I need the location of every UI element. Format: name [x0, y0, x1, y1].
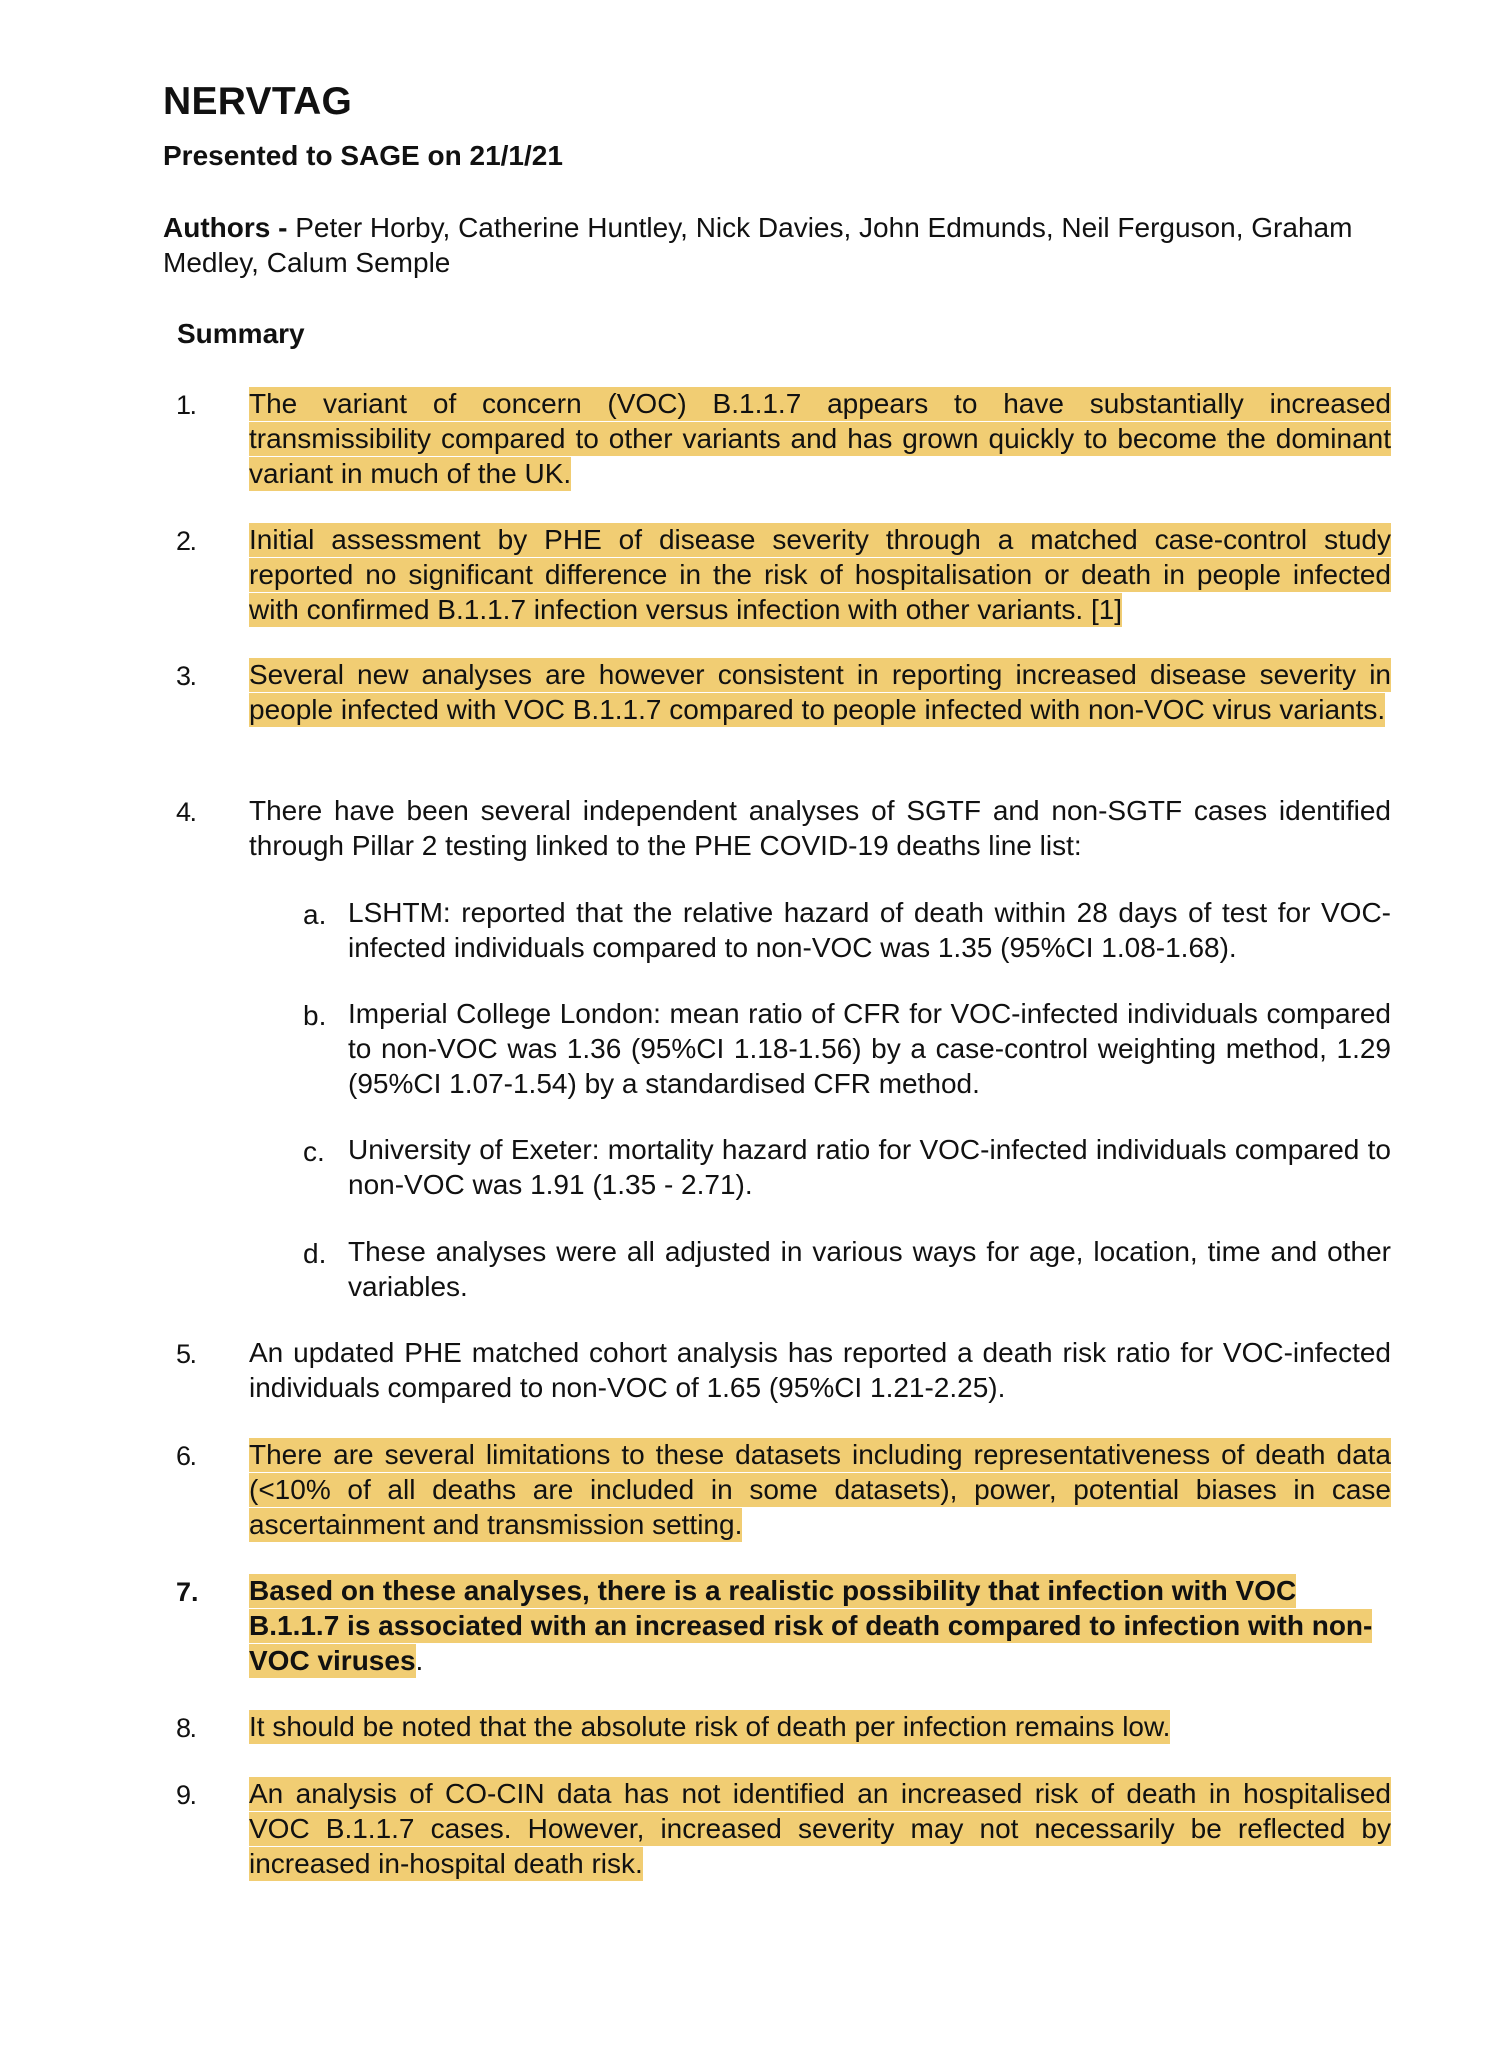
item-number: 9.: [176, 1780, 196, 1810]
subitem-letter: b.: [303, 1000, 327, 1031]
subitem-letter: d.: [303, 1238, 327, 1269]
subitem-text: Imperial College London: mean ratio of CFR for VOC-infected individuals compared to non-VOC was 1.36 (95%CI 1.18-1.56) by a case-control weighting method, 1.29 (95%CI 1.07-1.54) by a standardised CFR method.: [348, 998, 1391, 1099]
item-text: An updated PHE matched cohort analysis has reported a death risk ratio for VOC-infected individuals compared to non-VOC of 1.65 (95%CI 1.21-2.25).: [249, 1337, 1391, 1403]
subitem-text: These analyses were all adjusted in various ways for age, location, time and other variables.: [348, 1236, 1391, 1302]
item-text: [249, 657, 1391, 727]
document-title: NERVTAG: [163, 80, 353, 123]
item-text: [249, 1573, 1391, 1678]
highlighted-text: The variant of concern (VOC) B.1.1.7 appears to have substantially increased transmissibility compared to other variants and has grown quickly to become the dominant variant in much of the UK.: [249, 388, 1391, 489]
item-number: 4.: [176, 797, 196, 827]
item-text: [249, 1776, 1391, 1881]
subitem-letter: c.: [303, 1136, 325, 1167]
item-number: 3.: [176, 661, 196, 691]
item-number: 2.: [176, 526, 196, 556]
item-text: [249, 386, 1391, 491]
highlighted-text: It should be noted that the absolute risk of death per infection remains low.: [249, 1711, 1171, 1742]
highlighted-text: An analysis of CO-CIN data has not identified an increased risk of death in hospitalised VOC B.1.1.7 cases. However, increased severity may not necessarily be reflected by increased in-hospital death risk.: [249, 1778, 1391, 1879]
highlighted-text: There are several limitations to these datasets including representativeness of death data (<10% of all deaths are included in some datasets), power, potential biases in case ascertainment and transmission setting.: [249, 1439, 1391, 1540]
item-text: [249, 1709, 1391, 1744]
item-trailing-punctuation: .: [415, 1645, 424, 1676]
document-subtitle: Presented to SAGE on 21/1/21: [163, 140, 563, 171]
item-text: There have been several independent analyses of SGTF and non-SGTF cases identified through Pillar 2 testing linked to the PHE COVID-19 deaths line list:: [249, 795, 1391, 861]
highlighted-text: Several new analyses are however consistent in reporting increased disease severity in people infected with VOC B.1.1.7 compared to people infected with non-VOC virus variants.: [249, 659, 1391, 725]
subitem-letter: a.: [303, 899, 327, 930]
item-number: 5.: [176, 1339, 196, 1369]
subitem-text: University of Exeter: mortality hazard ratio for VOC-infected individuals compared to non-VOC was 1.91 (1.35 - 2.71).: [348, 1134, 1391, 1200]
item-number: 6.: [176, 1441, 196, 1471]
authors-line: [163, 210, 1393, 280]
subitem-text: LSHTM: reported that the relative hazard of death within 28 days of test for VOC-infected individuals compared to non-VOC was 1.35 (95%CI 1.08-1.68).: [348, 897, 1391, 963]
item-number: 7.: [176, 1577, 199, 1607]
summary-heading: Summary: [177, 318, 305, 349]
highlighted-text: Initial assessment by PHE of disease severity through a matched case-control study reported no significant difference in the risk of hospitalisation or death in people infected with confirmed B.1.1.7 infection versus infection with other variants. [1]: [249, 524, 1391, 625]
item-text: [249, 522, 1391, 627]
item-number: 1.: [176, 390, 196, 420]
item-number: 8.: [176, 1713, 196, 1743]
item-text: [249, 1437, 1391, 1542]
highlighted-text: Based on these analyses, there is a realistic possibility that infection with VOC B.1.1.7 is associated with an increased risk of death compared to infection with non-VOC viruses: [249, 1575, 1373, 1676]
authors-names: Peter Horby, Catherine Huntley, Nick Davies, John Edmunds, Neil Ferguson, Graham Medley, Calum Semple: [163, 212, 1353, 278]
authors-label: Authors -: [163, 212, 288, 243]
